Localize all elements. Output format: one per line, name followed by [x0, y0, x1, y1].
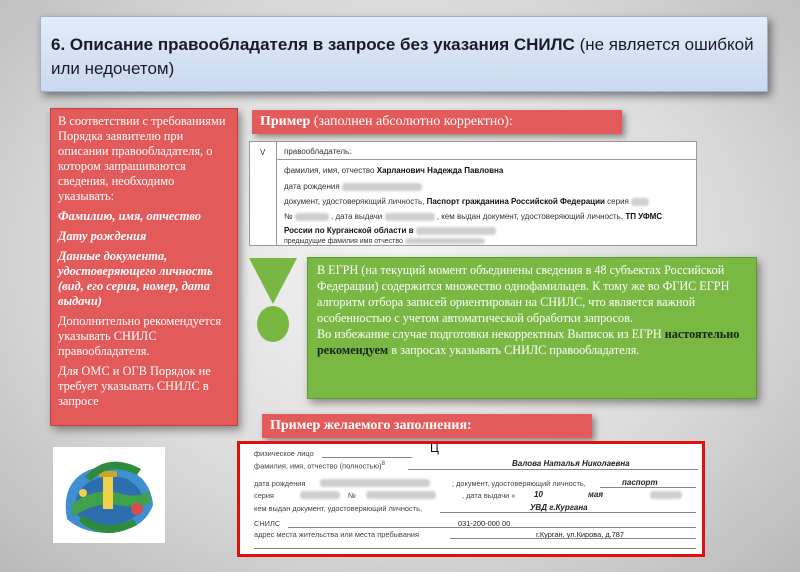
requirement-birth: Дату рождения [58, 229, 147, 243]
form2-line [600, 487, 696, 488]
form2-person-label: физическое лицо [254, 449, 314, 458]
redacted-number [295, 213, 329, 221]
form-birth-line [284, 182, 422, 191]
form-fio-value: Харланович Надежда Павловна [376, 166, 504, 175]
form-fio-line [284, 166, 503, 175]
form2-line [288, 527, 696, 528]
egrn-recommendation [317, 326, 747, 358]
form-num-line [284, 212, 662, 221]
form2-issuer-value: УВД г.Кургана [530, 503, 588, 512]
form2-day-value: 10 [534, 490, 543, 499]
example-tag-bold: Пример [260, 114, 311, 129]
form2-snils-label: СНИЛС [254, 519, 281, 528]
form-holder-header: правообладатель: [284, 147, 352, 156]
form2-addr-value: г.Курган, ул.Кирова, д.787 [536, 530, 625, 539]
form2-line [408, 469, 698, 470]
form2-doc-label: ; документ, удостоверяющий личность, [452, 479, 586, 488]
warning-triangle-icon [249, 258, 297, 304]
form2-addr-label: адрес места жительства или места пребывания [254, 530, 420, 539]
redacted-prev-name [405, 238, 485, 244]
form2-snils-value: 031-200-000 00 [458, 519, 511, 528]
form2-line [440, 512, 696, 513]
requirement-document: Данные документа, удостоверяющего личность (вид, его серия, номер, дата выдачи) [58, 249, 213, 308]
form2-line [254, 548, 696, 549]
egrn-recommendation-end: в запросах указывать СНИЛС правообладателя. [388, 343, 640, 357]
form2-line [450, 538, 696, 539]
redacted-birthdate [320, 479, 430, 487]
example-tag [252, 110, 622, 134]
redacted-year [650, 491, 682, 499]
redacted-date [385, 213, 435, 221]
form-date-label: , дата выдачи [331, 212, 383, 221]
form-issuer-label: , кем выдан документ, удостоверяющий личность, [436, 212, 624, 221]
form-doc-line [284, 197, 649, 206]
egrn-info-box [307, 257, 757, 399]
form-v-mark: V [260, 148, 266, 157]
form-series-label: серия [607, 197, 629, 206]
form-doc-value: Паспорт гражданина Российской Федерации [426, 197, 605, 206]
redacted-number [366, 491, 436, 499]
form-issuer-value: ТП УФМС [625, 212, 663, 221]
form-issuer-value-2: России по Курганской области в [284, 226, 414, 235]
requirements-box [50, 108, 238, 426]
form2-issuer-label: кем выдан документ, удостоверяющий личность, [254, 504, 423, 513]
egrn-info-paragraph: В ЕГРН (на текущий момент объединены сведения в 48 субъектах Российской Федерации) содержится множество однофамильцев. К тому же во ФГИС ЕГРН алгоритм отбора записей ориентирован на СНИЛС, что является важной особенностью с учетом автоматической обработки запросов. [317, 263, 730, 325]
redacted-series [300, 491, 340, 499]
form-birth-label: дата рождения [284, 182, 340, 191]
form2-line [322, 457, 412, 458]
form-issuer-line [284, 226, 496, 235]
snils-recommendation: Дополнительно рекомендуется указывать СНИЛС правообладателя. [58, 314, 222, 358]
desired-example-tag: Пример желаемого заполнения: [262, 414, 592, 438]
form2-mark: Ц [430, 441, 439, 455]
form2-birth-label: дата рождения [254, 479, 306, 488]
form2-date-label: , дата выдачи « [462, 491, 516, 500]
form2-fio-sup: 8 [381, 460, 385, 467]
redacted-birthdate [342, 183, 422, 191]
oms-note: Для ОМС и ОГВ Порядок не требует указывать СНИЛС в запросе [58, 364, 211, 408]
slide-title [40, 16, 768, 92]
requirement-fio: Фамилию, имя, отчество [58, 209, 201, 223]
form2-fio-value: Валова Наталья Николаевна [512, 459, 630, 468]
example-tag-rest: (заполнен абсолютно корректно): [310, 114, 513, 129]
egrn-recommendation-emphasis: настоятельно рекомендуем [317, 327, 740, 357]
form-prev-line [284, 238, 485, 245]
form-fio-label: фамилия, имя, отчество [284, 166, 375, 175]
form2-doc-value: паспорт [622, 478, 658, 487]
redacted-series [631, 198, 649, 206]
form-prev-label: предыдущие фамилия имя отчество [284, 238, 403, 245]
form-doc-label: документ, удостоверяющий личность, [284, 197, 425, 206]
form2-fio-label: фамилия, имя, отчество (полностью) [254, 461, 382, 471]
correct-example-form [249, 141, 697, 246]
form2-month-value: мая [588, 490, 604, 499]
requirements-intro: В соответствии с требованиями Порядка заявителю при описании правообладателя, о котором запрашиваются сведения, необходимо указывать: [58, 114, 226, 203]
redacted-issuer [416, 227, 496, 235]
form2-num-label: № [348, 491, 356, 500]
form-v-column [250, 142, 277, 245]
desired-example-form [237, 441, 705, 557]
egrn-recommendation-start: Во избежание случае подготовки некорректных Выписок из ЕГРН [317, 327, 665, 341]
form2-series-label: серия [254, 491, 275, 500]
kurgan-region-emblem-icon [53, 447, 165, 543]
form2-fio-line [254, 460, 385, 470]
form-num-label: № [284, 212, 293, 221]
warning-dot-icon [257, 306, 289, 342]
slide-title-rest: (не является ошибкой или недочетом) [51, 35, 754, 78]
slide-title-bold: 6. Описание правообладателя в запросе без указания СНИЛС [51, 35, 575, 54]
